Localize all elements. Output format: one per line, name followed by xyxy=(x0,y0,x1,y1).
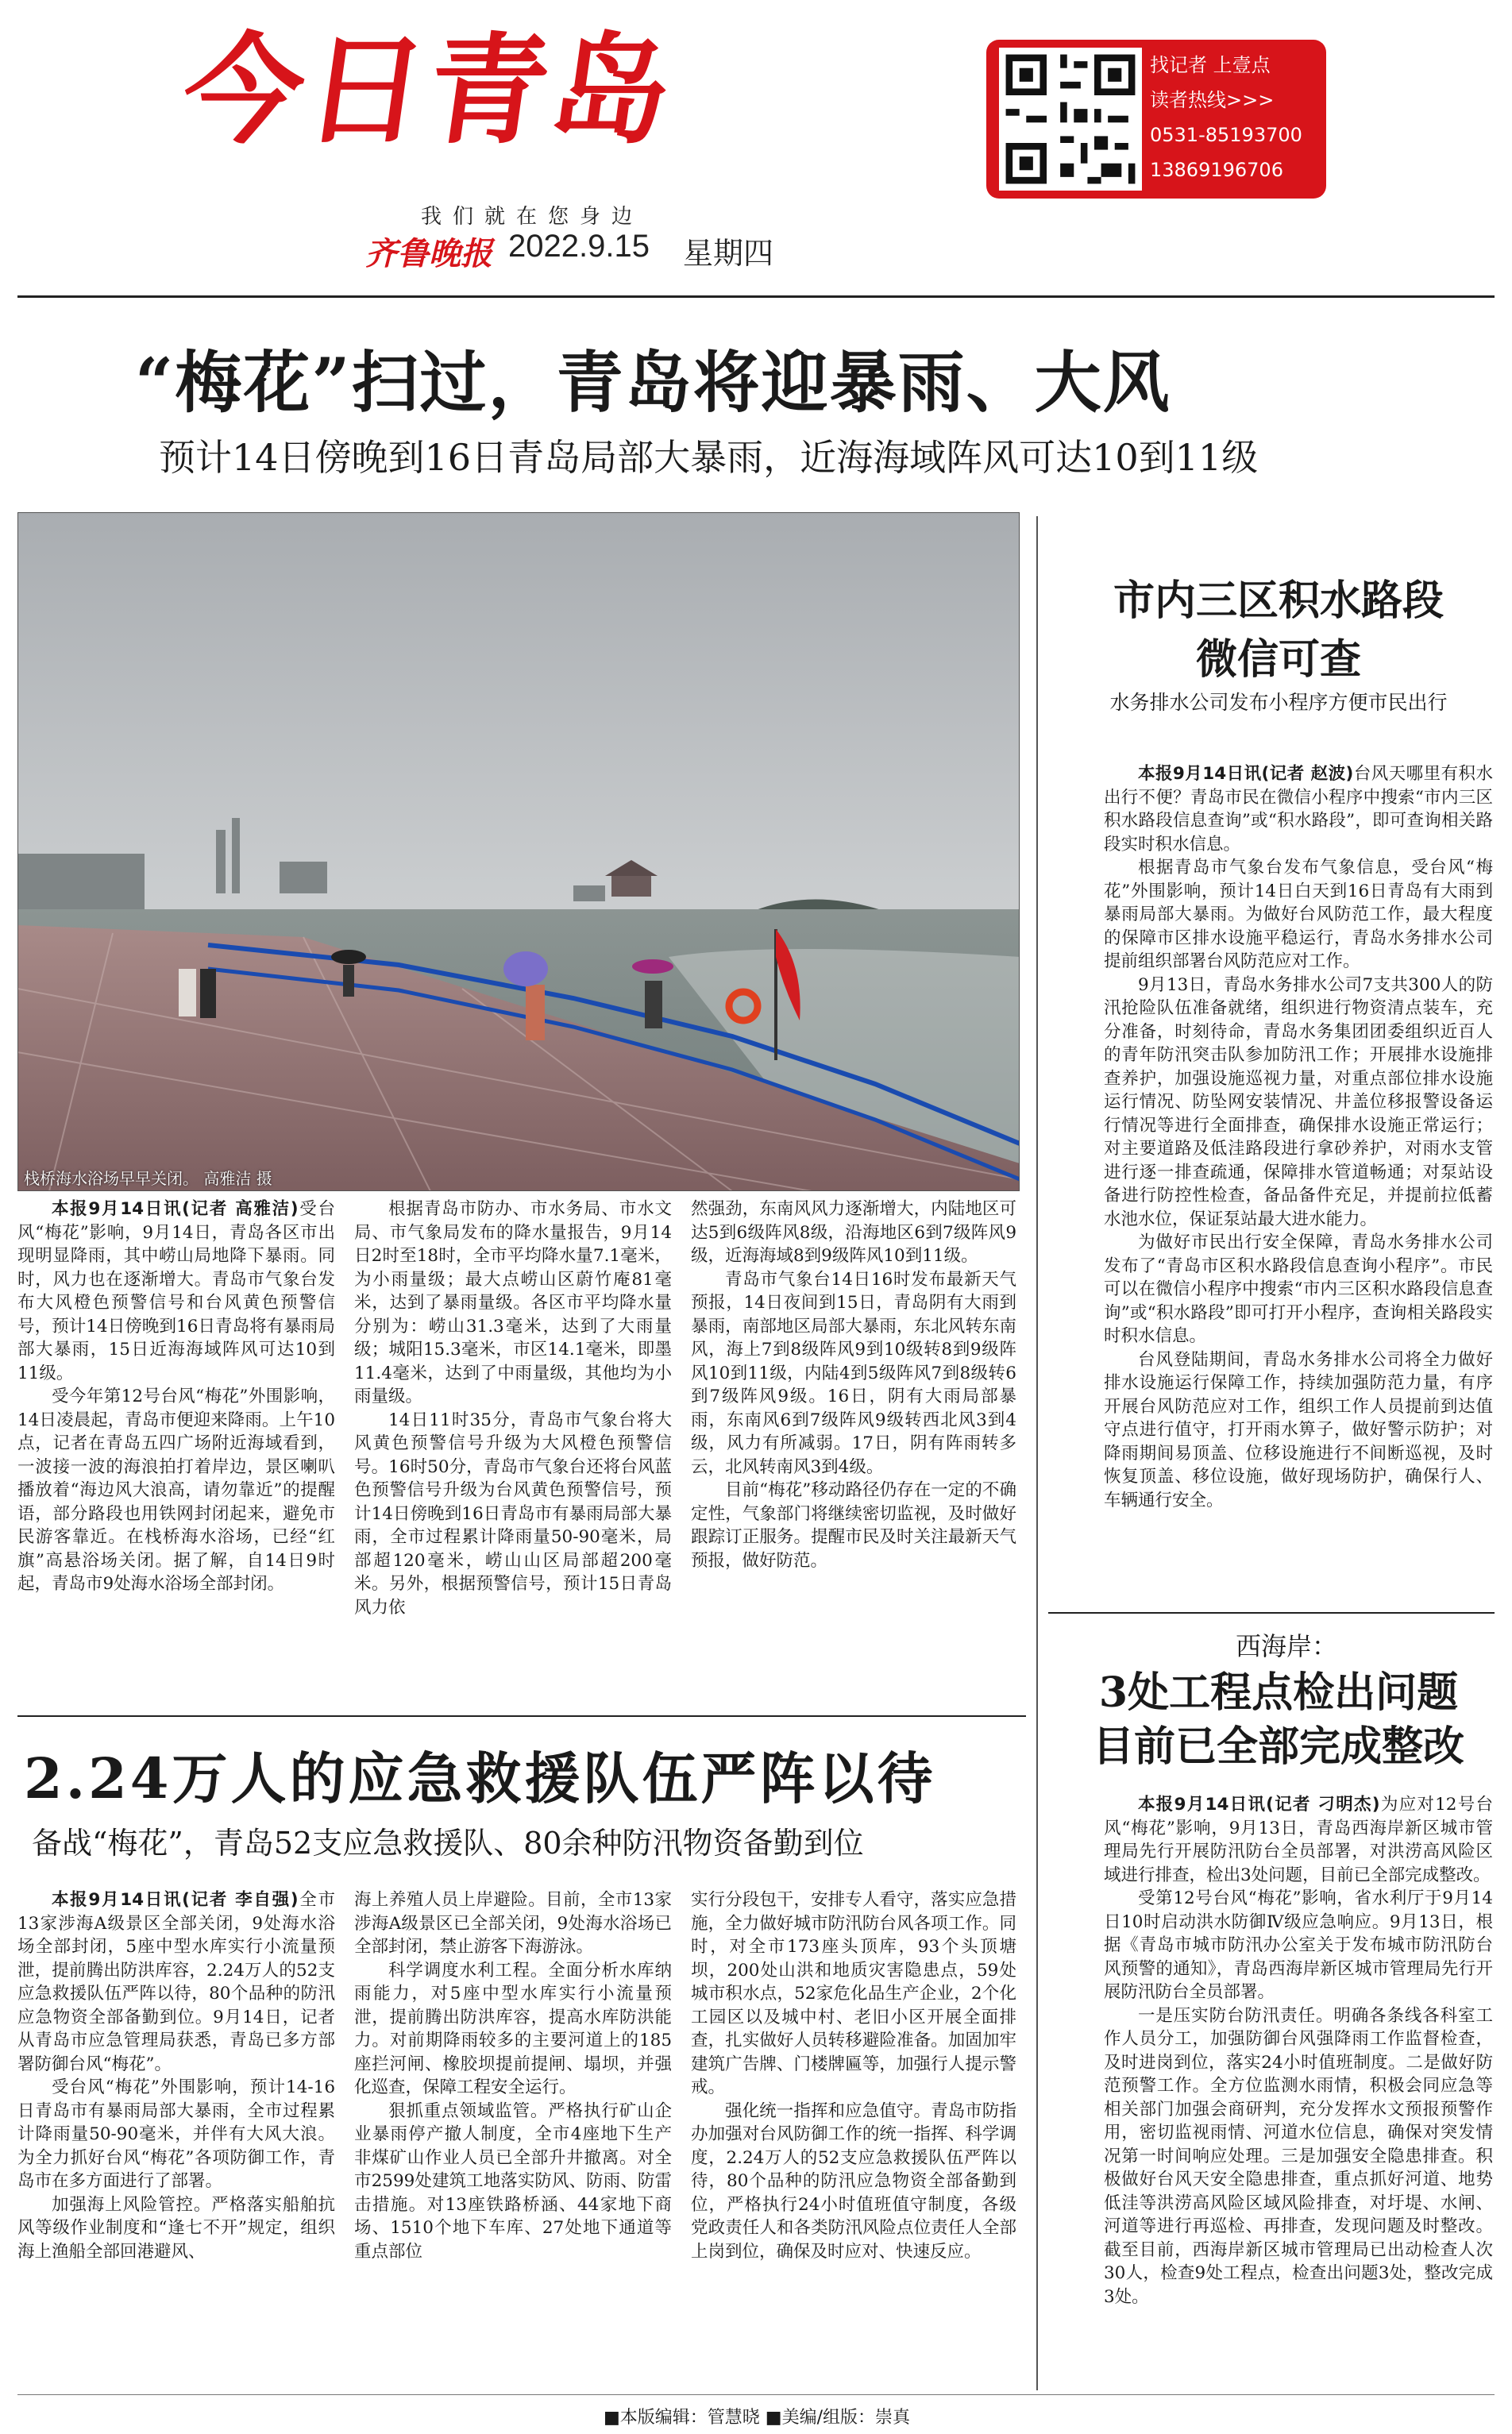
lead-paragraph xyxy=(17,1385,335,1596)
sidebar-paragraph: 台风登陆期间，青岛水务排水公司将全力做好排水设施运行保障工作，持续加强防范力量，有序开展台风防范应对工作，组织工作人员提前到达值守点进行值守，打开雨水箅子，做好警示防护；对降雨期间易顶盖、位移设施进行不间断巡视，及时恢复顶盖、移位设施，做好现场防护，确保行人、车辆通行安全。 xyxy=(1104,1349,1493,1510)
masthead-title: 今日青岛 xyxy=(174,22,684,160)
sidebar1-headline xyxy=(1056,572,1501,689)
lead-paragraph: 青岛市气象台14日16时发布最新天气预报，14日夜间到15日，青岛阴有大雨到暴雨，南部地区局部大暴雨，东北风转东南风，海上7到8级阵风9到10级转8到9级阵风10到11级，内陆4到5级阵风7到8级转6到7级阵风9级。16日，阴有大雨局部暴雨，东南风6到7级阵风9级转西北风3到4级，风力有所减弱。17日，阴有阵雨转多云，北风转南风3到4级。 xyxy=(691,1269,1016,1477)
masthead-slogan: 我们就在您身边 xyxy=(421,205,644,229)
byline: 本报9月14日讯(记者 李自强) xyxy=(52,1890,299,1910)
second-column-3 xyxy=(691,1888,1016,2263)
second-paragraph: 海上养殖人员上岸避险。目前，全市13家涉海A级景区已全部关闭，9处海水浴场已全部封闭，禁止游客下海游泳。 xyxy=(354,1890,672,1957)
second-paragraph xyxy=(17,1888,335,2076)
photo-caption: 栈桥海水浴场早早关闭。 高雅洁 摄 xyxy=(24,1169,272,1188)
contact-phone-2[interactable]: 13869196706 xyxy=(1150,159,1283,181)
contact-phone-1[interactable]: 0531-85193700 xyxy=(1150,124,1302,146)
byline: 本报9月14日讯(记者 赵波) xyxy=(1138,764,1354,784)
second-paragraph: 强化统一指挥和应急值守。青岛市防指办加强对台风防御工作的统一指挥、科学调度，2.24万人的52支应急救援队伍严阵以待，80个品种的防汛应急物资全部备勤到位，严格执行24小时值班值守制度，各级党政责任人和各类防汛风险点位责任人全部上岗到位，确保及时应对、快速反应。 xyxy=(691,2100,1016,2262)
sidebar1-subhead: 水务排水公司发布小程序方便市民出行 xyxy=(1109,691,1448,714)
qr-code-icon xyxy=(999,48,1142,191)
second-headline: 2.24万人的应急救援队伍严阵以待 xyxy=(24,1745,936,1811)
lead-paragraph: 14日11时35分，青岛市气象台将大风黄色预警信号升级为大风橙色预警信号。16时50分，青岛市气象台还将台风蓝色预警信号升级为台风黄色预警信号，预计14日傍晚到16日青岛市有暴雨局部大暴雨，全市过程累计降雨量50-90毫米，局部超120毫米，崂山山区局部超200毫米。另外，根据预警信号，预计15日青岛风力依 xyxy=(354,1410,672,1618)
sidebar1-headline-line1: 市内三区积水路段 xyxy=(1113,577,1444,625)
lead-paragraph: 目前“梅花”移动路径仍存在一定的不确定性，气象部门将继续密切监视，及时做好跟踪订正服务。提醒市民及时关注最新天气预报，做好防范。 xyxy=(691,1480,1016,1571)
second-paragraph: 实行分段包干，安排专人看守，落实应急措施，全力做好城市防汛防台风各项工作。同时，对全市173座头顶库，93个头顶塘坝，200处山洪和地质灾害隐患点，59处城市积水点，52家危化品生产企业，2个化工园区以及城中村、老旧小区开展全面排查，扎实做好人员转移避险准备。加固加牢建筑广告牌、门楼牌匾等，加强行人提示警戒。 xyxy=(691,1890,1016,2097)
lead-column-3 xyxy=(691,1198,1016,1572)
footer-divider xyxy=(17,2394,1495,2395)
sidebar2-body xyxy=(1104,1793,1493,2309)
lead-photo xyxy=(17,512,1020,1191)
contact-tagline: 找记者 上壹点 xyxy=(1150,54,1271,76)
second-paragraph: 狠抓重点领域监管。严格执行矿山企业暴雨停产撤人制度，全市4座地下生产非煤矿山作业人员已全部升井撤离。对全市2599处建筑工地落实防风、防雨、防雷击措施。对13座铁路桥涵、44家地下商场、1510个地下车库、27处地下通道等重点部位 xyxy=(354,2100,672,2262)
sidebar-paragraph: 一是压实防台防汛责任。明确各条线各科室工作人员分工，加强防御台风强降雨工作监督检查，及时进岗到位，落实24小时值班制度。二是做好防范预警工作。全方位监测水雨情，积极会同应急等相关部门加强会商研判，充分发挥水文预报预警作用，密切监视雨情、河道水位信息，确保对突发情况第一时间响应处理。三是加强安全隐患排查。积极做好台风天安全隐患排查，重点抓好河道、地势低洼等洪涝高风险区域风险排查，对圩堤、水闸、河道等进行再巡检、再排查，发现问题及时整改。截至目前，西海岸新区城市管理局已出动检查人次30人，检查9处工程点，检查出问题3处，整改完成3处。 xyxy=(1104,2005,1493,2307)
paragraph-text: 为应对12号台风“梅花”影响，9月13日，青岛西海岸新区城市管理局先行开展防汛防台全员部署，对洪涝高风险区域进行排查，检出3处问题，目前已全部完成整改。 xyxy=(1104,1795,1494,1885)
second-paragraph: 受台风“梅花”外围影响，预计14-16日青岛市有暴雨局部大暴雨，全市过程累计降雨量50-90毫米，并伴有大风大浪。为全力抓好台风“梅花”各项防御工作，青岛市在多方面进行了部署。 xyxy=(17,2077,335,2191)
qr-code[interactable] xyxy=(999,48,1142,191)
sidebar2-headline xyxy=(1056,1666,1501,1774)
paper-name: 齐鲁晚报 xyxy=(365,235,492,272)
lead-subhead: 预计14日傍晚到16日青岛局部大暴雨，近海海域阵风可达10到11级 xyxy=(159,436,1259,479)
reader-contact xyxy=(1150,48,1325,187)
paragraph-text: 全市13家涉海A级景区全部关闭，9处海水浴场全部封闭，5座中型水库实行小流量预泄，提前腾出防洪库容，2.24万人的52支应急救援队伍严阵以待，80个品种的防汛应急物资全部备勤到位。9月14日，记者从青岛市应急管理局获悉，青岛已多方部署防御台风“梅花”。 xyxy=(17,1890,335,2074)
contact-hotline-label: 读者热线>>> xyxy=(1150,89,1275,111)
sidebar-paragraph xyxy=(1104,762,1493,856)
paragraph-text: 受台风“梅花”影响，9月14日，青岛各区市出现明显降雨，其中崂山局地降下暴雨。同时，风力也在逐渐增大。青岛市气象台发布大风橙色预警信号和台风黄色预警信号，预计14日傍晚到16日青岛将有暴雨局部大暴雨，15日近海海域阵风可达10到11级。 xyxy=(17,1199,335,1383)
sidebar1-body xyxy=(1104,762,1493,1512)
byline: 本报9月14日讯(记者 刁明杰) xyxy=(1138,1795,1380,1815)
paragraph-text: 受今年第12号台风“梅花”外围影响，14日凌晨起，青岛市便迎来降雨。上午10点，记者在青岛五四广场附近海域看到，一波接一波的海浪拍打着岸边，景区喇叭播放着“海边风大浪高，请勿靠近”的提醒语，部分路段也用铁网封闭起来，避免市民游客靠近。在栈桥海水浴场，已经“红旗”高悬浴场关闭。据了解，自14日9时起，青岛市9处海水浴场全部封闭。 xyxy=(17,1387,335,1594)
sidebar2-kicker: 西海岸： xyxy=(1235,1631,1337,1661)
issue-date: 2022.9.15 xyxy=(508,229,650,264)
issue-weekday: 星期四 xyxy=(683,236,774,271)
sidebar-divider xyxy=(1048,1612,1495,1614)
sidebar2-headline-line1: 3处工程点检出问题 xyxy=(1098,1668,1459,1717)
sidebar1-headline-line2: 微信可查 xyxy=(1195,635,1361,684)
sidebar-paragraph xyxy=(1104,1793,1493,1887)
lead-headline: “梅花”扫过，青岛将迎暴雨、大风 xyxy=(135,343,1171,422)
lead-column-1 xyxy=(17,1198,335,1596)
lead-paragraph xyxy=(17,1198,335,1385)
lead-paragraph: 然强劲，东南风风力逐渐增大，内陆地区可达5到6级阵风8级，沿海地区6到7级阵风9级，近海海域8到9级阵风10到11级。 xyxy=(691,1199,1016,1266)
lead-paragraph: 根据青岛市防办、市水务局、市水文局、市气象局发布的降水量报告，9月14日2时至18时，全市平均降水量7.1毫米，为小雨量级；最大点崂山区蔚竹庵81毫米，达到了暴雨量级。各区市平均降水量分别为：崂山31.3毫米，达到了大雨量级；城阳15.3毫米，市区14.1毫米，即墨11.4毫米，达到了中雨量级，其他均为小雨量级。 xyxy=(354,1199,672,1406)
second-subhead: 备战“梅花”，青岛52支应急救援队、80余种防汛物资备勤到位 xyxy=(32,1826,864,1861)
paragraph-text: 台风天哪里有积水出行不便？青岛市民在微信小程序中搜索“市内三区积水路段信息查询”或“积水路段”，即可查询相关路段实时积水信息。 xyxy=(1104,764,1493,854)
footer-credits: ■本版编辑：管慧晓 ■美编/组版：崇真 xyxy=(604,2408,910,2428)
byline: 本报9月14日讯(记者 高雅洁) xyxy=(52,1199,299,1219)
masthead-divider xyxy=(17,295,1495,298)
second-column-2 xyxy=(354,1888,672,2263)
lead-column-2 xyxy=(354,1198,672,1619)
second-paragraph: 加强海上风险管控。严格落实船舶抗风等级作业制度和“逢七不开”规定，组织海上渔船全部回港避风、 xyxy=(17,2194,335,2262)
sidebar2-headline-line2: 目前已全部完成整改 xyxy=(1092,1722,1464,1771)
sidebar-paragraph: 受第12号台风“梅花”影响，省水利厅于9月14日10时启动洪水防御Ⅳ级应急响应。9月13日，根据《青岛市城市防汛办公室关于发布城市防汛防台风预警的通知》，青岛西海岸新区城市管理局先行开展防汛防台全员部署。 xyxy=(1104,1888,1493,2002)
sidebar-paragraph: 为做好市民出行安全保障，青岛水务排水公司发布了“青岛市区积水路段信息查询小程序”。市民可以在微信小程序中搜索“市内三区积水路段信息查询”或“积水路段”即可打开小程序，查询相关路段实时积水信息。 xyxy=(1104,1232,1493,1346)
sidebar-paragraph: 根据青岛市气象台发布气象信息，受台风“梅花”外围影响，预计14日白天到16日青岛有大雨到暴雨局部大暴雨。为做好台风防范工作，最大程度的保障市区排水设施平稳运行，青岛水务排水公司提前组织部署台风防范应对工作。 xyxy=(1104,858,1493,971)
second-paragraph: 科学调度水利工程。全面分析水库纳雨能力，对5座中型水库实行小流量预泄，提前腾出防洪库容，提高水库防洪能力。对前期降雨较多的主要河道上的185座拦河闸、橡胶坝提前提闸、塌坝，并强化巡查，保障工程安全运行。 xyxy=(354,1960,672,2097)
column-divider xyxy=(1036,516,1038,2390)
second-column-1 xyxy=(17,1888,335,2263)
sidebar-paragraph: 9月13日，青岛水务排水公司7支共300人的防汛抢险队伍准备就绪，组织进行物资清点装车，充分准备，时刻待命，青岛水务集团团委组织近百人的青年防汛突击队参加防汛工作；开展排水设施排查养护，加强设施巡视力量，对重点部位排水设施运行情况、防坠网安装情况、井盖位移报警设备运行情况等进行全面排查，确保排水设施正常运行；对主要道路及低洼路段进行拿砂养护，对雨水支管进行逐一排查疏通，保障排水管道畅通；对泵站设备进行防控性检查，备品备件充足，并提前拉低蓄水池水位，保证泵站最大进水能力。 xyxy=(1104,974,1493,1229)
story-divider xyxy=(17,1715,1026,1717)
